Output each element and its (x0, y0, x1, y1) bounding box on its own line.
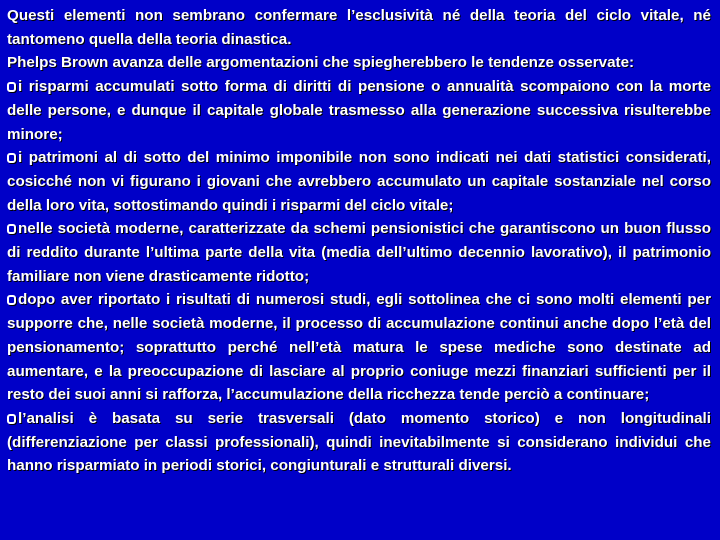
hollow-square-bullet-icon (7, 82, 16, 92)
bullet-item-5 (7, 407, 711, 478)
bullet-item-1 (7, 75, 711, 146)
slide-text-body (7, 4, 711, 478)
bullet-item-4 (7, 288, 711, 407)
bullet-text-5: l’analisi è basata su serie trasversali (dato momento storico) e non longitudinali (differenziazione per classi professionali), quindi inevitabilmente si considerano individui che hanno risparmiato in periodi storici, congiunturali e strutturali diversi. (7, 409, 711, 475)
bullet-text-1: i risparmi accumulati sotto forma di diritti di pensione o annualità scompaiono con la morte delle persone, e dunque il capitale globale trasmesso alla generazione successiva risulterebbe minore; (7, 78, 711, 143)
hollow-square-bullet-icon (7, 224, 16, 234)
bullet-text-3: nelle società moderne, caratterizzate da schemi pensionistici che garantiscono un buon flusso di reddito durante l’ultima parte della vita (media dell’ultimo decennio lavorativo), il patrimonio familiare non viene drasticamente ridotto; (7, 220, 711, 285)
bullet-text-2: i patrimoni al di sotto del minimo imponibile non sono indicati nei dati statistici considerati, cosicché non vi figurano i giovani che avrebbero accumulato un capitale sostanziale nel corso della loro vita, sottostimando quindi i risparmi del ciclo vitale; (7, 149, 711, 214)
hollow-square-bullet-icon (7, 295, 16, 305)
bullet-text-4: dopo aver riportato i risultati di numerosi studi, egli sottolinea che ci sono molti elementi per supporre che, nelle società moderne, il processo di accumulazione continui anche dopo l’età del pensionamento; soprattutto perché nell’età matura le spese mediche sono destinate ad aumentare, e la preoccupazione di lasciare al proprio coniuge mezzi finanziari sufficienti per il resto dei suoi anni si rafforza, l’accumulazione della ricchezza tende perciò a continuare; (7, 291, 711, 404)
intro-paragraph: Questi elementi non sembrano confermare l’esclusività né della teoria del ciclo vitale, né tantomeno quella della teoria dinastica. (7, 7, 711, 48)
hollow-square-bullet-icon (7, 414, 16, 424)
bullet-item-3 (7, 217, 711, 288)
hollow-square-bullet-icon (7, 153, 16, 163)
phelps-brown-paragraph: Phelps Brown avanza delle argomentazioni che spiegherebbero le tendenze osservate: (7, 54, 635, 72)
bullet-item-2 (7, 146, 711, 217)
